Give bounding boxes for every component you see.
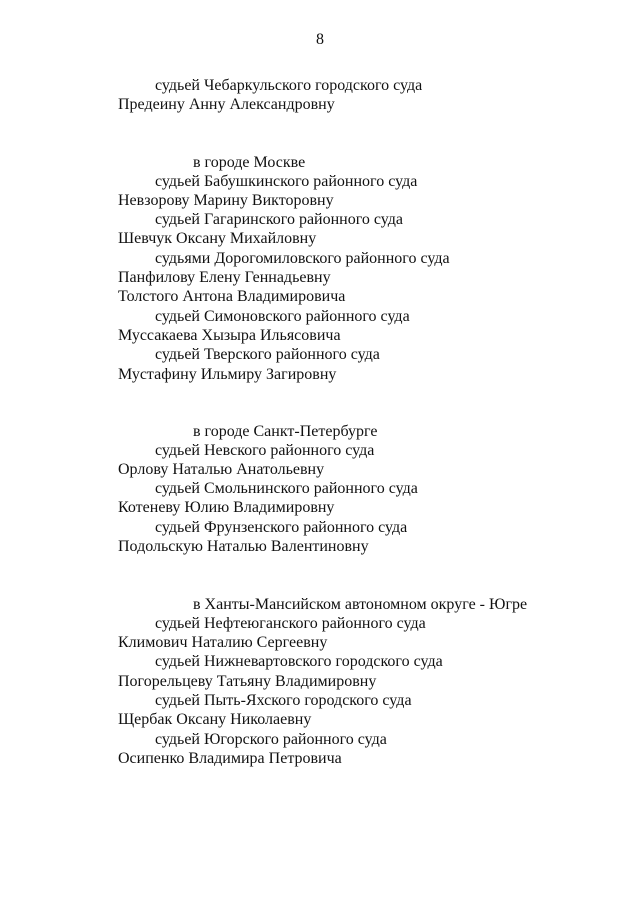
region-heading: в Ханты-Мансийском автономном округе - Югре bbox=[193, 596, 528, 613]
court-line: судьей Симоновского районного суда bbox=[155, 308, 410, 325]
region-heading: в городе Санкт-Петербурге bbox=[193, 423, 378, 440]
person-name: Муссакаева Хызыра Ильясовича bbox=[118, 327, 341, 344]
court-line: судьей Нижневартовского городского суда bbox=[155, 653, 443, 670]
court-line: судьей Невского районного суда bbox=[155, 442, 375, 459]
person-name: Орлову Наталью Анатольевну bbox=[118, 461, 325, 478]
person-name: Климович Наталию Сергеевну bbox=[118, 634, 328, 651]
court-line: судьей Смольнинского районного суда bbox=[155, 480, 418, 497]
region-heading: в городе Москве bbox=[193, 154, 306, 171]
court-line: судьей Пыть-Яхского городского суда bbox=[155, 692, 412, 709]
person-name: Погорельцеву Татьяну Владимировну bbox=[118, 673, 377, 690]
court-line: судьей Бабушкинского районного суда bbox=[155, 173, 418, 190]
person-name: Подольскую Наталью Валентиновну bbox=[118, 538, 369, 555]
court-line: судьей Фрунзенского районного суда bbox=[155, 519, 408, 536]
court-line: судьей Чебаркульского городского суда bbox=[155, 77, 423, 94]
court-line: судьей Югорского районного суда bbox=[155, 731, 387, 748]
page-number: 8 bbox=[316, 31, 324, 48]
person-name: Котеневу Юлию Владимировну bbox=[118, 499, 335, 516]
person-name: Шевчук Оксану Михайловну bbox=[118, 230, 317, 247]
person-name: Предеину Анну Александровну bbox=[118, 96, 335, 113]
court-line: судьей Гагаринского районного суда bbox=[155, 211, 404, 228]
person-name: Щербак Оксану Николаевну bbox=[118, 711, 312, 728]
court-line: судьями Дорогомиловского районного суда bbox=[155, 250, 450, 267]
person-name: Осипенко Владимира Петровича bbox=[118, 750, 342, 767]
court-line: судьей Тверского районного суда bbox=[155, 346, 380, 363]
court-line: судьей Нефтеюганского районного суда bbox=[155, 615, 426, 632]
person-name: Мустафину Ильмиру Загировну bbox=[118, 366, 337, 383]
person-name: Панфилову Елену Геннадьевну bbox=[118, 269, 331, 286]
person-name: Толстого Антона Владимировича bbox=[118, 288, 346, 305]
person-name: Невзорову Марину Викторовну bbox=[118, 192, 334, 209]
